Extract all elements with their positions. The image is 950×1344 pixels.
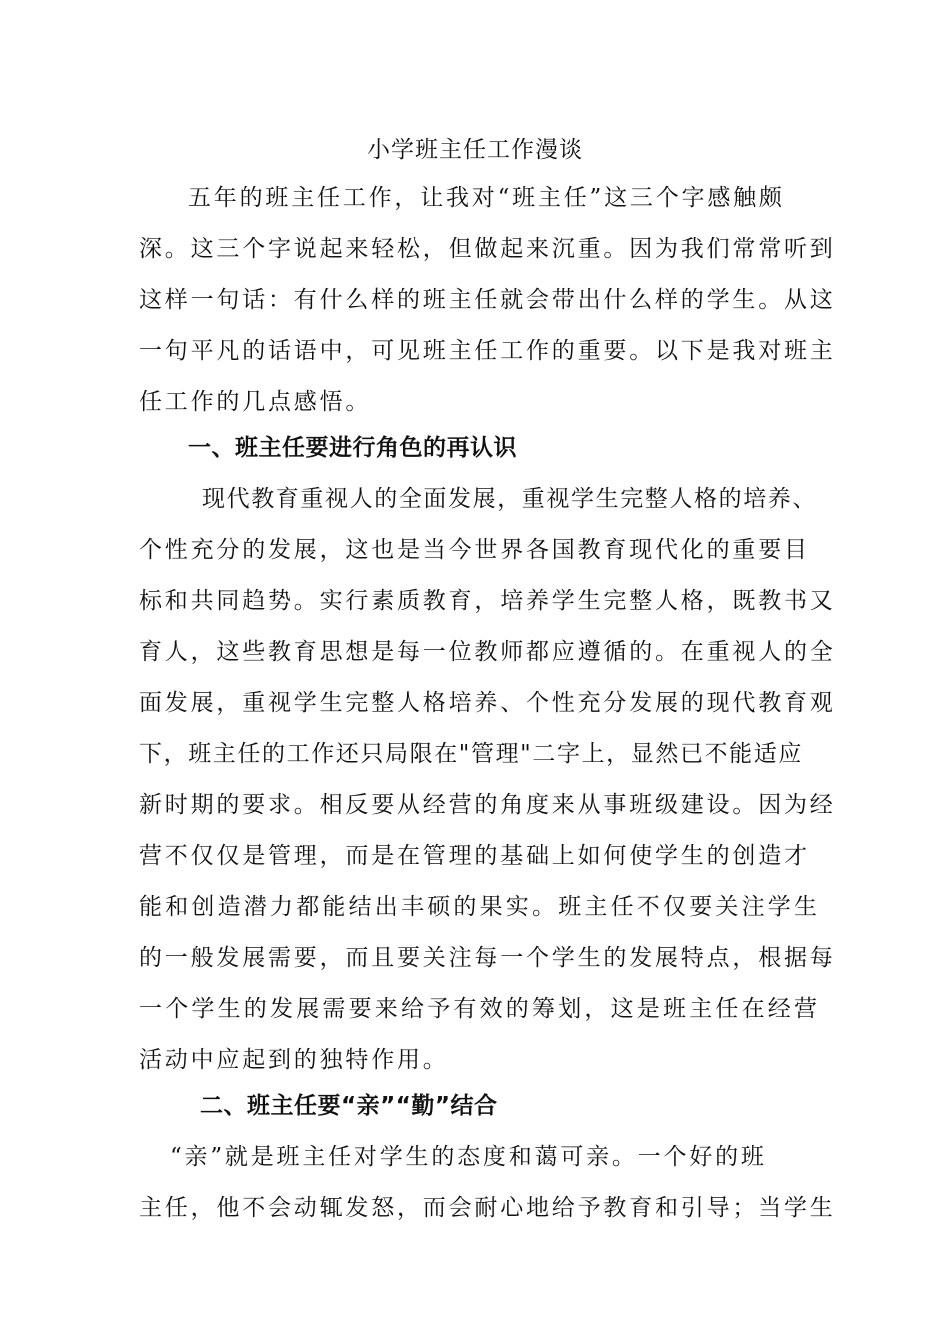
section-1-line-5: 面发展，重视学生完整人格培养、个性充分发展的现代教育观 <box>139 690 836 716</box>
section-1-line-11: 一个学生的发展需要来给予有效的筹划，这是班主任在经营 <box>139 996 821 1022</box>
section-1-line-4: 育人，这些教育思想是每一位教师都应遵循的。在重视人的全 <box>139 639 836 665</box>
section-1-heading: 一、班主任要进行角色的再认识 <box>188 435 517 461</box>
section-1-line-2: 个性充分的发展，这也是当今世界各国教育现代化的重要目 <box>139 537 810 563</box>
section-1-line-10: 的一般发展需要，而且要关注每一个学生的发展特点，根据每 <box>139 945 836 971</box>
intro-line-5: 任工作的几点感悟。 <box>139 389 372 415</box>
section-1-line-1: 现代教育重视人的全面发展，重视学生完整人格的培养、 <box>202 486 817 512</box>
section-1-line-6: 下，班主任的工作还只局限在"管理"二字上，显然已不能适应 <box>139 741 803 767</box>
section-1-line-12: 活动中应起到的独特作用。 <box>139 1047 449 1073</box>
section-2-line-2: 主任，他不会动辄发怒，而会耐心地给予教育和引导；当学生 <box>139 1195 836 1221</box>
section-2-line-1: “亲”就是班主任对学生的态度和蔼可亲。一个好的班 <box>170 1144 767 1170</box>
intro-line-4: 一句平凡的话语中，可见班主任工作的重要。以下是我对班主 <box>139 338 836 364</box>
section-1-line-9: 能和创造潜力都能结出丰硕的果实。班主任不仅要关注学生 <box>139 894 821 920</box>
intro-line-3: 这样一句话：有什么样的班主任就会带出什么样的学生。从这 <box>139 287 836 313</box>
intro-line-2: 深。这三个字说起来轻松，但做起来沉重。因为我们常常听到 <box>139 236 836 262</box>
section-1-line-8: 营不仅仅是管理，而是在管理的基础上如何使学生的创造才 <box>139 843 810 869</box>
section-2-heading: 二、班主任要“亲”“勤”结合 <box>200 1093 498 1119</box>
section-1-line-3: 标和共同趋势。实行素质教育，培养学生完整人格，既教书又 <box>139 588 836 614</box>
section-1-line-7: 新时期的要求。相反要从经营的角度来从事班级建设。因为经 <box>139 792 836 818</box>
intro-line-1: 五年的班主任工作，让我对“班主任”这三个字感触颇 <box>188 185 785 211</box>
document-title: 小学班主任工作漫谈 <box>367 137 583 163</box>
